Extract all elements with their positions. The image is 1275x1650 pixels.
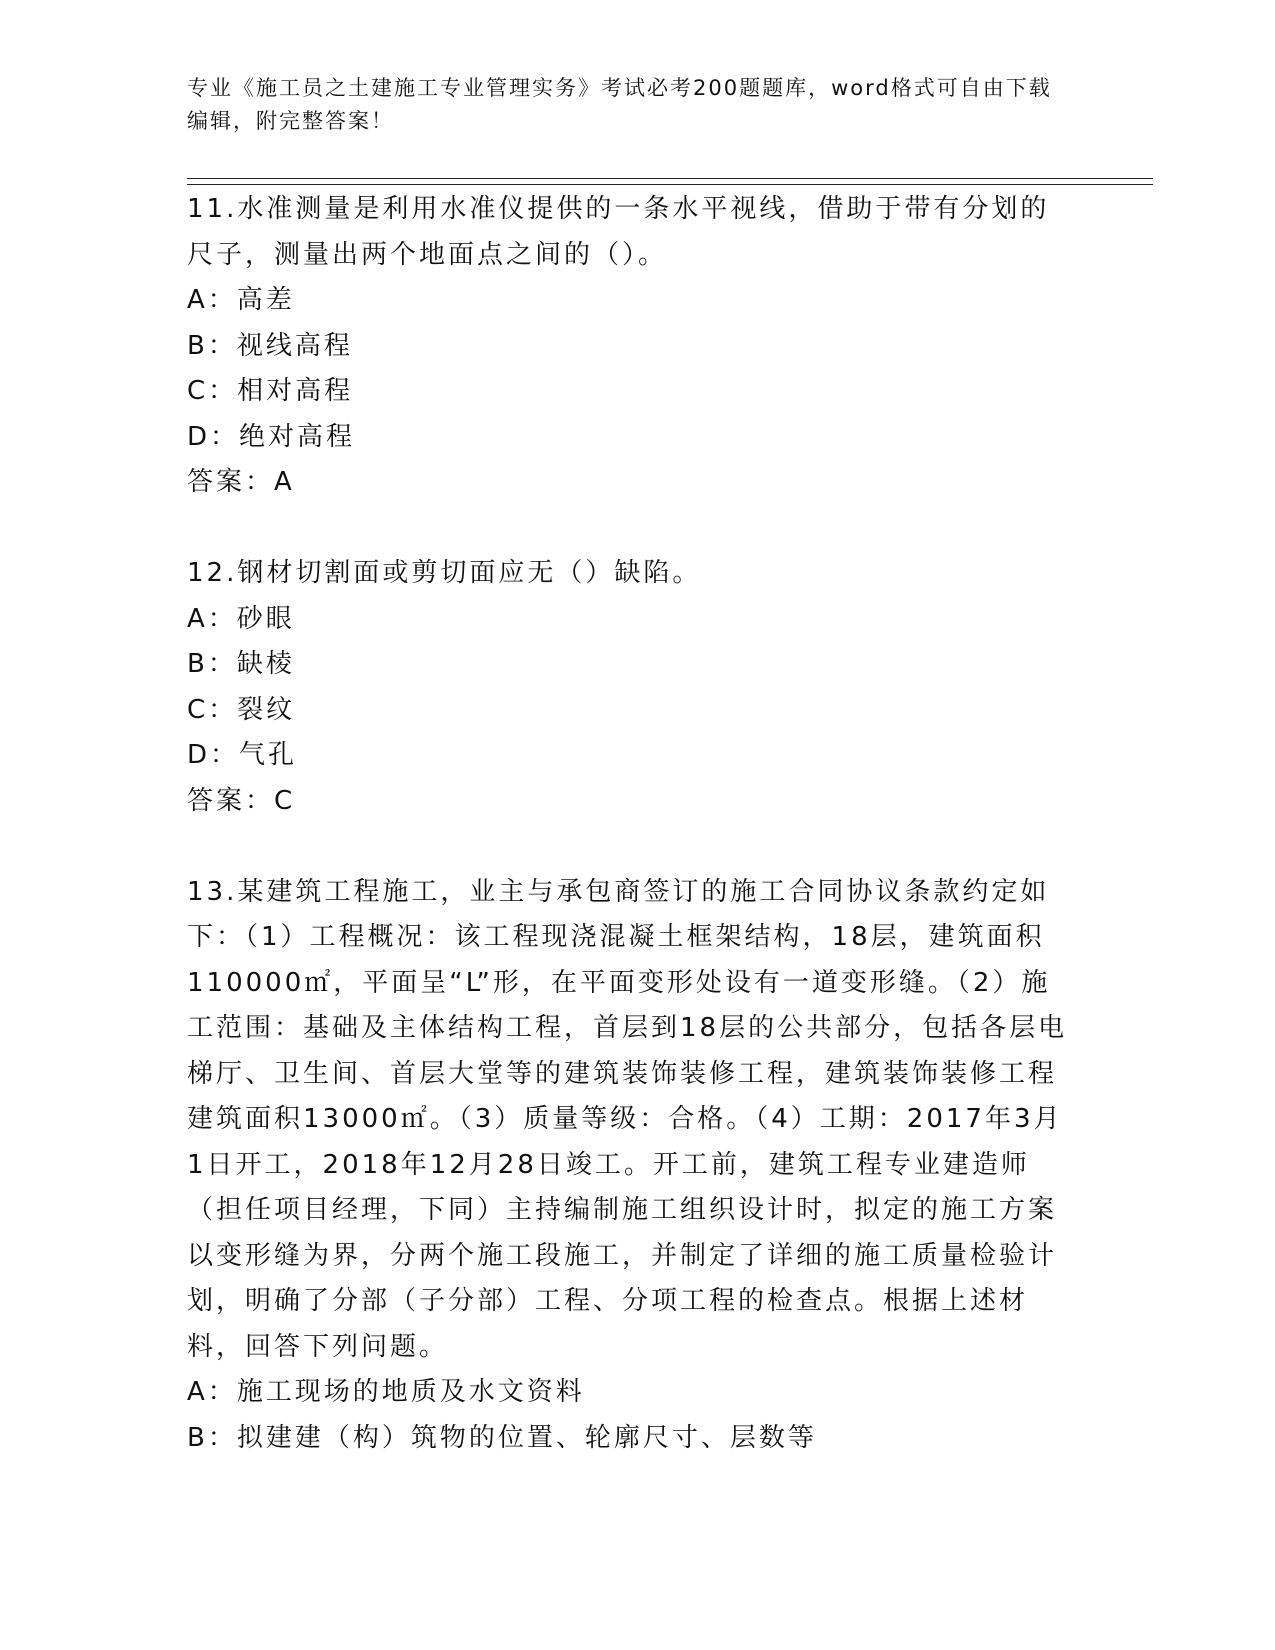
question-stem: 13.某建筑工程施工，业主与承包商签订的施工合同协议条款约定如下：（1）工程概况：该工程现浇混凝土框架结构，18层，建筑面积110000㎡，平面呈“L”形，在平面变形处设有一道变形缝。（2）施工范围：基础及主体结构工程，首层到18层的公共部分，包括各层电梯厅、卫生间、首层大堂等的建筑装饰装修工程，建筑装饰装修工程建筑面积13000㎡。（3）质量等级：合格。（4）工期：2017年3月1日开工，2018年12月28日竣工。开工前，建筑工程专业建造师（担任项目经理，下同）主持编制施工组织设计时，拟定的施工方案以变形缝为界，分两个施工段施工，并制定了详细的施工质量检验计划，明确了分部（子分部）工程、分项工程的检查点。根据上述材料，回答下列问题。	[187, 876, 1068, 1362]
header-rule-top	[187, 178, 1153, 179]
answer-line	[187, 460, 1077, 506]
option-c: C：裂纹	[187, 694, 296, 725]
option-b: B：缺棱	[187, 649, 295, 679]
page-header: 专业《施工员之土建施工专业管理实务》考试必考200题题库，word格式可自由下载编辑，附完整答案！	[187, 76, 1052, 133]
answer-line	[187, 779, 1077, 825]
answer-label: 答案：	[187, 467, 275, 497]
option-a: A：高差	[187, 285, 295, 315]
header-rule-bottom	[187, 184, 1153, 185]
option-d: D：气孔	[187, 740, 298, 770]
option-d: D：绝对高程	[187, 421, 356, 452]
option-a: A：施工现场的地质及水文资料	[187, 1377, 585, 1407]
option-a: A：砂眼	[187, 603, 295, 634]
question-13	[187, 870, 1077, 1462]
question-12	[187, 551, 1077, 824]
question-11	[187, 187, 1077, 506]
question-stem: 11.水准测量是利用水准仪提供的一条水平视线，借助于带有分划的尺子，测量出两个地面点之间的（）。	[187, 194, 1050, 270]
option-b: B：拟建建（构）筑物的位置、轮廓尺寸、层数等	[187, 1422, 817, 1453]
answer-label: 答案：	[187, 785, 275, 816]
question-stem: 12.钢材切割面或剪切面应无（）缺陷。	[187, 558, 702, 588]
option-c: C：相对高程	[187, 376, 354, 406]
option-b: B：视线高程	[187, 330, 353, 361]
answer-value: C	[274, 785, 296, 816]
question-list	[187, 187, 1077, 1461]
answer-value: A	[274, 467, 295, 497]
